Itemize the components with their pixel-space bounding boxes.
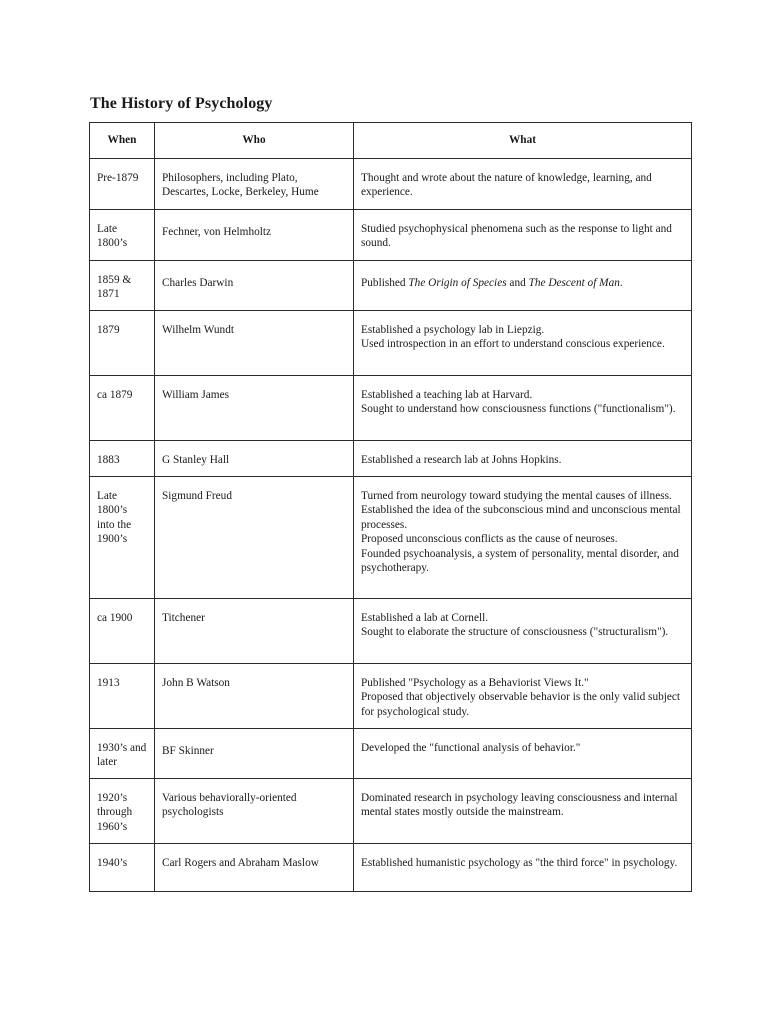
what-line: Developed the "functional analysis of behavior." (361, 742, 581, 754)
what-line: Founded psychoanalysis, a system of personality, mental disorder, and psychotherapy. (361, 547, 679, 575)
cell-when: 1883 (90, 441, 155, 477)
cell-what (354, 477, 692, 599)
table-row (90, 376, 692, 441)
what-line: Established a teaching lab at Harvard. (361, 389, 533, 401)
cell-what (354, 664, 692, 729)
header-who: Who (155, 123, 354, 159)
cell-when: ca 1879 (90, 376, 155, 441)
cell-who: Carl Rogers and Abraham Maslow (155, 844, 354, 892)
header-what: What (354, 123, 692, 159)
what-line: Proposed that objectively observable behavior is the only valid subject for psychological study. (361, 691, 681, 718)
cell-who: Wilhelm Wundt (155, 311, 354, 376)
what-line: Turned from neurology toward studying the mental causes of illness. (361, 490, 672, 502)
what-line: Thought and wrote about the nature of knowledge, learning, and experience. (361, 172, 652, 199)
cell-when: Late 1800’s into the 1900’s (90, 477, 155, 599)
cell-what (354, 729, 692, 779)
cell-what (354, 779, 692, 844)
cell-who: Sigmund Freud (155, 477, 354, 599)
what-text: Published (361, 277, 409, 289)
what-line: Sought to elaborate the structure of consciousness ("structuralism"). (361, 626, 669, 639)
table-row (90, 599, 692, 664)
cell-what (354, 376, 692, 441)
what-text: and (506, 277, 529, 289)
cell-what (354, 210, 692, 261)
cell-who: Fechner, von Helmholtz (155, 210, 354, 261)
table-row (90, 844, 692, 892)
header-when: When (90, 123, 155, 159)
cell-who: William James (155, 376, 354, 441)
cell-who: BF Skinner (155, 729, 354, 779)
book-title-descent-of-man: The Descent of Man (528, 277, 620, 289)
table-row (90, 210, 692, 261)
cell-who: Charles Darwin (155, 261, 354, 311)
cell-when: 1879 (90, 311, 155, 376)
cell-when: 1920’s through 1960’s (90, 779, 155, 844)
table-row (90, 477, 692, 599)
cell-what (354, 599, 692, 664)
cell-what (354, 311, 692, 376)
table-row (90, 159, 692, 210)
table-header-row (90, 123, 692, 159)
history-table (89, 122, 692, 892)
table-row (90, 441, 692, 477)
cell-what (354, 159, 692, 210)
table-row (90, 664, 692, 729)
cell-who: G Stanley Hall (155, 441, 354, 477)
what-line: Established the idea of the subconscious mind and unconscious mental processes. (361, 504, 681, 531)
what-line: Established humanistic psychology as "the third force" in psychology. (361, 857, 678, 869)
cell-who: Various behaviorally-oriented psychologists (155, 779, 354, 844)
what-line: Sought to understand how consciousness functions ("functionalism"). (361, 403, 676, 416)
cell-when: Late 1800’s (90, 210, 155, 261)
what-line: Published "Psychology as a Behaviorist Views It." (361, 677, 589, 689)
table-row (90, 261, 692, 311)
what-line: Established a psychology lab in Liepzig. (361, 324, 545, 336)
what-line: Established a lab at Cornell. (361, 612, 489, 624)
cell-who: Titchener (155, 599, 354, 664)
what-line: Dominated research in psychology leaving consciousness and internal mental states mostly outside the mainstream. (361, 792, 678, 819)
what-line: Studied psychophysical phenomena such as the response to light and sound. (361, 223, 672, 250)
cell-who: Philosophers, including Plato, Descartes, Locke, Berkeley, Hume (155, 159, 354, 210)
table-row (90, 311, 692, 376)
what-text: . (619, 277, 623, 289)
cell-when: 1940’s (90, 844, 155, 892)
what-line: Proposed unconscious conflicts as the cause of neuroses. (361, 533, 618, 546)
what-line: Established a research lab at Johns Hopkins. (361, 454, 562, 466)
cell-what (354, 441, 692, 477)
cell-when: 1913 (90, 664, 155, 729)
cell-what (354, 844, 692, 892)
cell-what (354, 261, 692, 311)
cell-who: John B Watson (155, 664, 354, 729)
cell-when: ca 1900 (90, 599, 155, 664)
cell-when: 1930’s and later (90, 729, 155, 779)
table-row (90, 779, 692, 844)
what-line: Used introspection in an effort to understand conscious experience. (361, 338, 665, 351)
page-title: The History of Psychology (90, 95, 273, 112)
cell-when: Pre-1879 (90, 159, 155, 210)
cell-when: 1859 & 1871 (90, 261, 155, 311)
table-row (90, 729, 692, 779)
book-title-origin-of-species: The Origin of Species (408, 277, 507, 289)
